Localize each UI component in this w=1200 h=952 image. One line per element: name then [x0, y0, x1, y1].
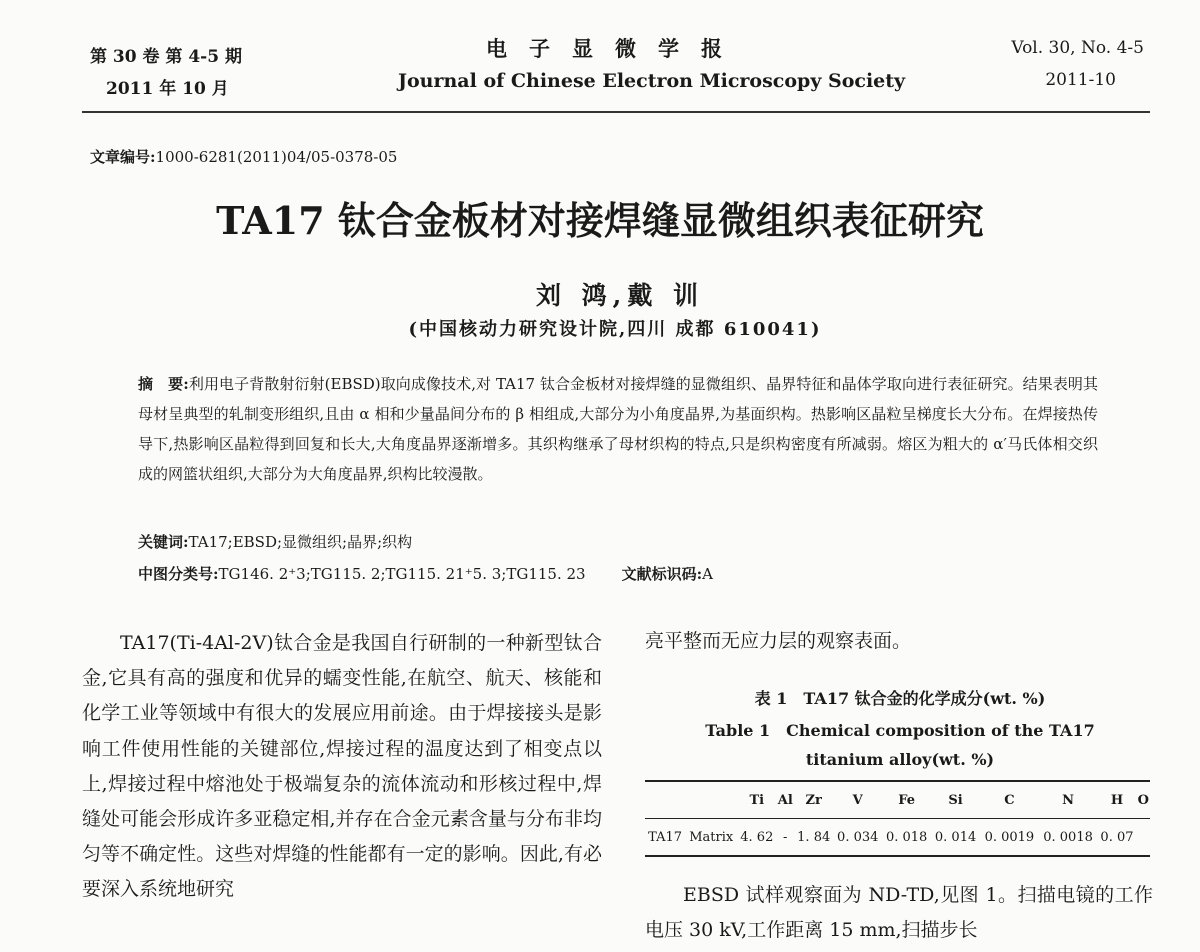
table-header-cell: V: [852, 792, 863, 808]
article-number-value: 1000-6281(2011)04/05-0378-05: [155, 148, 398, 166]
table-header-cell: Al: [777, 792, 793, 808]
table-header-cell: H: [1110, 792, 1124, 808]
table-cell: TA17: [648, 829, 683, 845]
doc-code-label: 文献标识码:: [621, 565, 703, 583]
abstract: [138, 369, 1098, 489]
table-header-cell: Ti: [749, 792, 765, 808]
keywords: [138, 531, 412, 552]
table-caption-cn: 表 1 TA17 钛合金的化学成分(wt. %): [754, 689, 1046, 708]
header-volume-issue: 第 30 卷 第 4-5 期: [90, 47, 242, 67]
authors: 刘 鸿,戴 训: [535, 281, 705, 310]
table-cell: 4. 62: [740, 829, 774, 845]
table-header-cell: O: [1137, 792, 1149, 808]
header-rule: [82, 111, 1150, 113]
classification: [138, 563, 713, 584]
header-volume-en: Vol. 30, No. 4-5: [1011, 38, 1144, 58]
body-left-paragraph: TA17(Ti-4Al-2V)钛合金是我国自行研制的一种新型钛合金,它具有高的强度和优异的蠕变性能,在航空、航天、核能和化学工业等领域中有很大的发展应用前途。由于焊接接头是影响工件使用性能的关键部位,焊接过程的温度达到了相变点以上,焊接过程中熔池处于极端复杂的流体流动和形核过程中,焊缝处可能会形成许多亚稳定相,并存在合金元素含量与分布非均匀等不确定性。这些对焊缝的性能都有一定的影响。因此,有必要深入系统地研究: [82, 632, 602, 901]
table-caption-en: Table 1 Chemical composition of the TA17: [705, 721, 1095, 740]
abstract-text: 利用电子背散射衍射(EBSD)取向成像技术,对 TA17 钛合金板材对接焊缝的显微组织、晶界特征和晶体学取向进行表征研究。结果表明其母材呈典型的轧制变形组织,且由 α 相和少量晶间分布的 β 相组成,大部分为小角度晶界,为基面织构。热影响区晶粒呈梯度长大分布。在焊接热传导下,热影响区晶粒得到回复和长大,大角度晶界逐渐增多。其织构继承了母材织构的特点,只是织构密度有所减弱。熔区为粗大的 α′马氏体相交织成的网篮状组织,大部分为大角度晶界,织构比较漫散。: [138, 375, 1098, 483]
table-header-cell: N: [1062, 792, 1074, 808]
table-cell: -: [783, 829, 788, 845]
table-row: [645, 819, 1150, 857]
abstract-label: 摘 要:: [138, 375, 189, 393]
table-cell: 0. 0019: [984, 829, 1035, 845]
header-date: 2011 年 10 月: [106, 79, 229, 99]
table-cell: 0. 014: [934, 829, 977, 845]
table-header-row: [645, 781, 1150, 819]
body-right-top: 亮平整而无应力层的观察表面。: [645, 630, 912, 652]
journal-name-cn: 电子显微学报: [486, 36, 744, 61]
table-cell: 1. 84: [797, 829, 831, 845]
classification-text: TG146. 2⁺3;TG115. 2;TG115. 21⁺5. 3;TG115. 23: [218, 565, 586, 583]
keywords-label: 关键词:: [138, 533, 189, 551]
table-cell: 0. 0018: [1043, 829, 1093, 845]
table-caption-en-2: titanium alloy(wt. %): [805, 750, 995, 769]
header-date-en: 2011-10: [1045, 70, 1116, 90]
paper-title: TA17 钛合金板材对接焊缝显微组织表征研究: [216, 198, 984, 243]
table-cell: Matrix: [689, 829, 734, 845]
table-cell: 0. 034: [837, 829, 879, 845]
article-number-label: 文章编号:: [90, 148, 156, 166]
table-cell: 0. 018: [885, 829, 928, 845]
composition-table: [645, 780, 1150, 857]
table-header-cell: Si: [948, 792, 963, 808]
table-cell: 0. 07: [1100, 829, 1134, 845]
doc-code: A: [702, 565, 713, 583]
table-header-cell: C: [1004, 792, 1015, 808]
article-number: [90, 146, 397, 167]
table-header-cell: Zr: [805, 792, 822, 808]
table-header-cell: [645, 781, 737, 819]
journal-name-en: Journal of Chinese Electron Microscopy Society: [398, 70, 906, 92]
body-right-bottom: EBSD 试样观察面为 ND-TD,见图 1。扫描电镜的工作电压 30 kV,工作距离 15 mm,扫描步长: [645, 884, 1153, 942]
keywords-text: TA17;EBSD;显微组织;晶界;织构: [188, 533, 413, 551]
affiliation: (中国核动力研究设计院,四川 成都 610041): [408, 319, 822, 340]
table-header-cell: Fe: [898, 792, 916, 808]
classification-label: 中图分类号:: [138, 565, 219, 583]
